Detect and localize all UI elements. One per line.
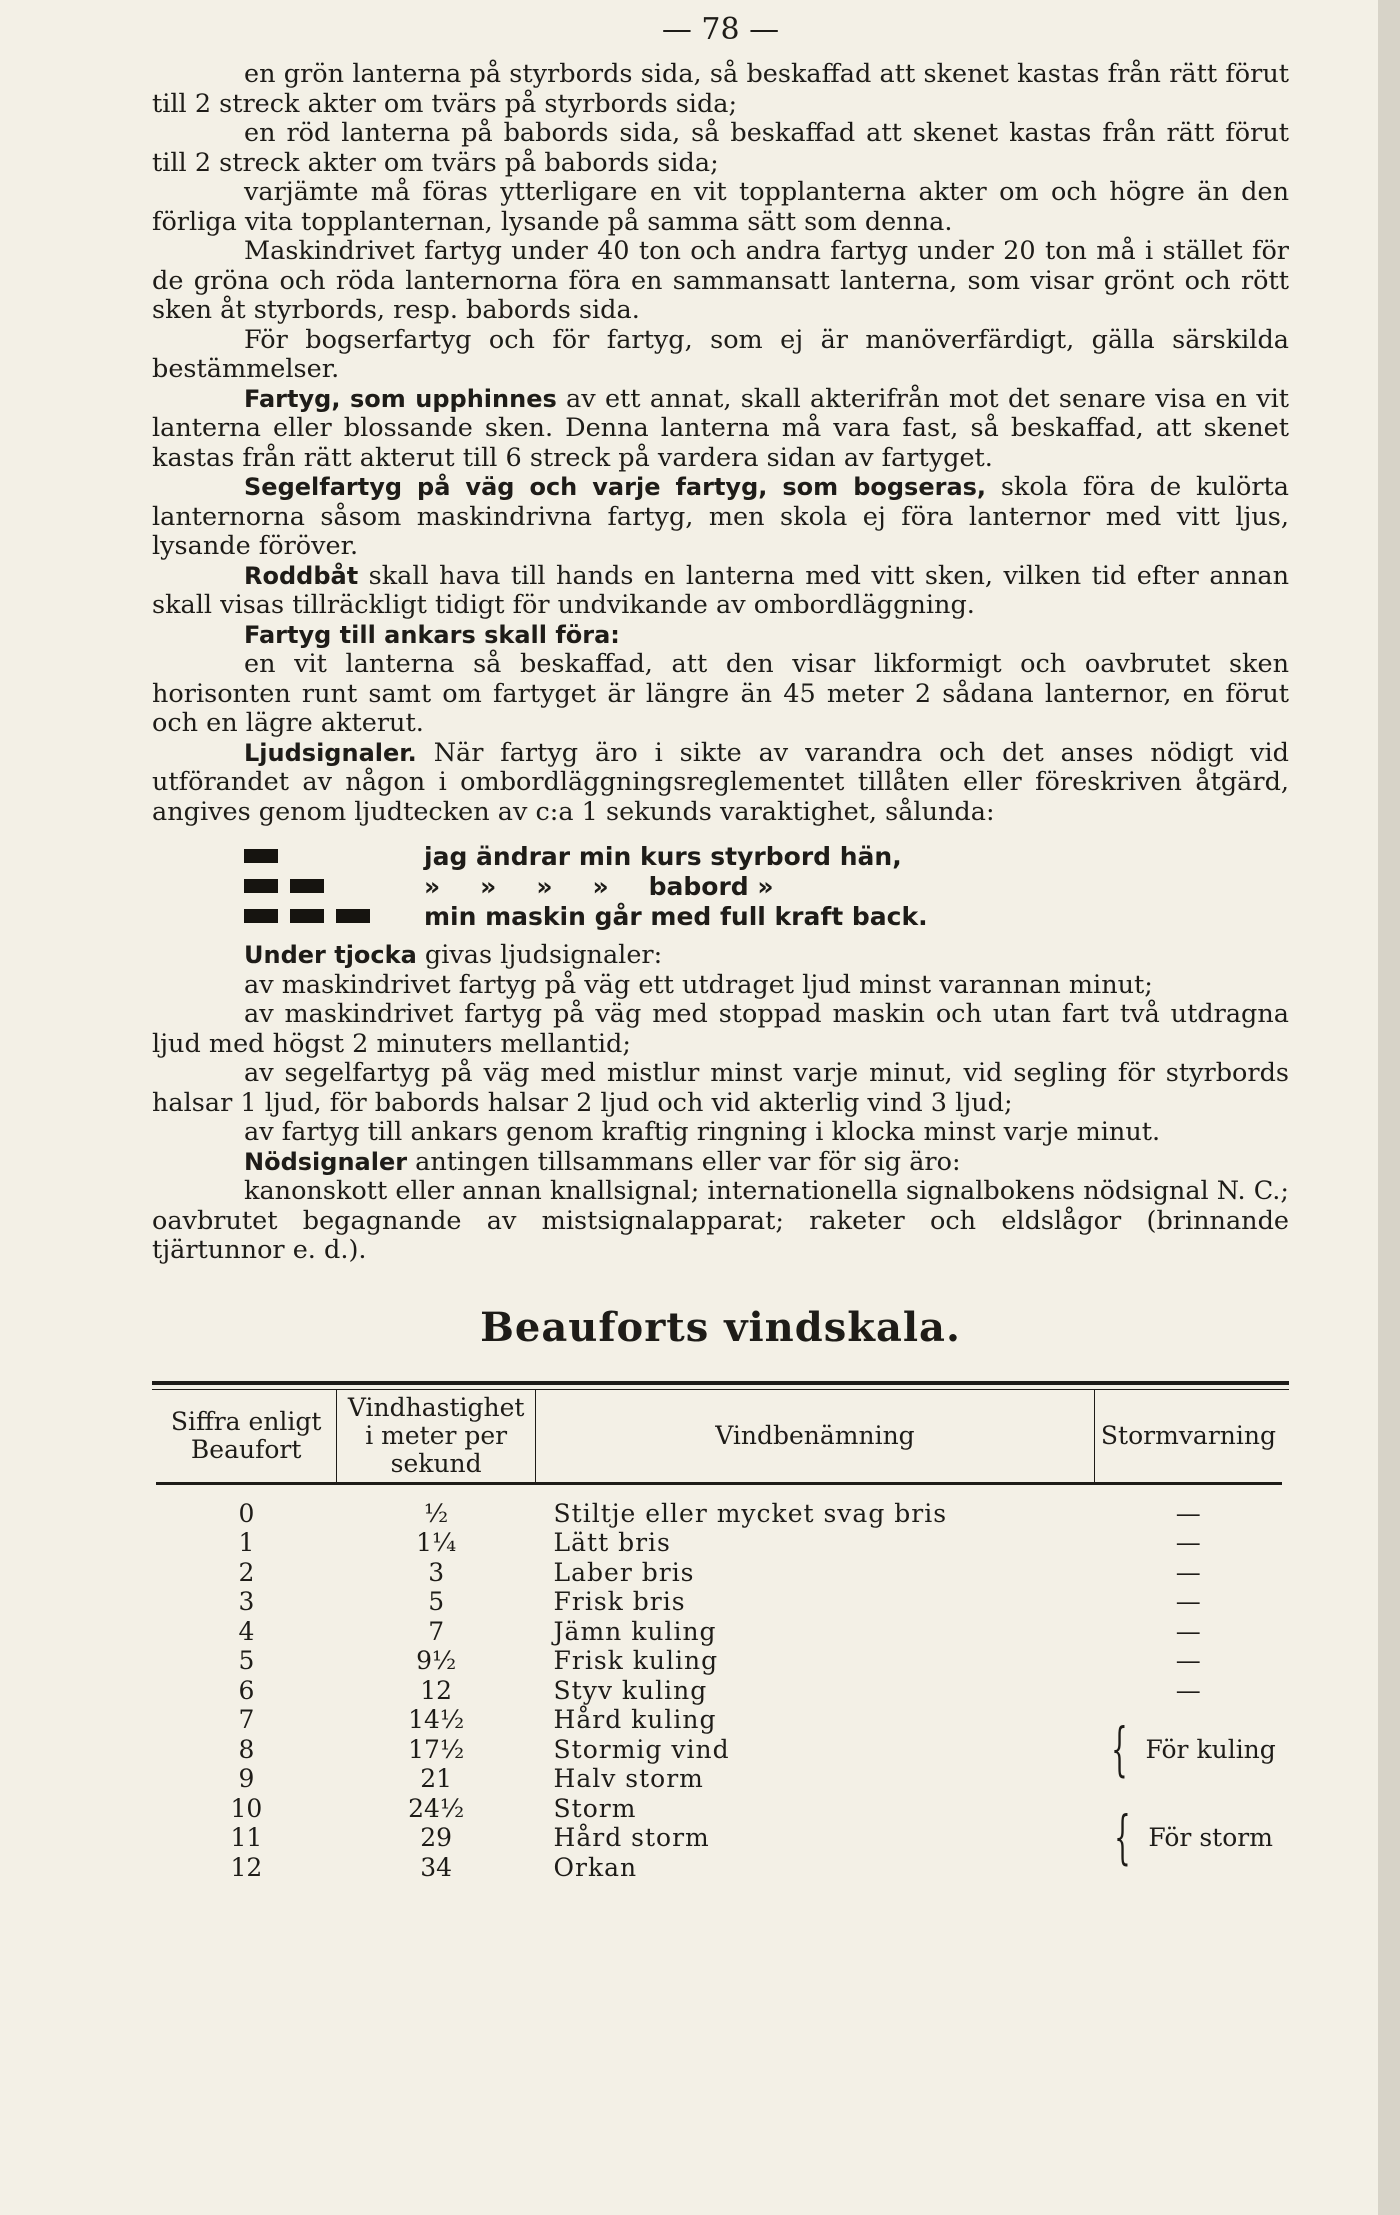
- blast-icon: [244, 849, 278, 863]
- term-distress: Nödsignaler: [244, 1147, 408, 1176]
- header-speed: Vindhastighet i meter per sekund: [337, 1390, 536, 1484]
- term-anchored: Fartyg till ankars skall föra:: [244, 620, 620, 649]
- signal-one-blast: jag ändrar min kurs styrbord hän,: [244, 841, 1289, 871]
- table-row: 1 1¼ Lätt bris —: [238, 1528, 1201, 1557]
- table-row: 5 9½ Frisk kuling —: [238, 1646, 1201, 1675]
- paragraph-sailing-vessels: Segelfartyg på väg och varje fartyg, som bogseras, skola föra de kulörta lanternorna såsom maskindrivna fartyg, men skola ej föra lanternor med vitt ljus, lysande föröver.: [152, 472, 1289, 561]
- sound-signal-list: [244, 841, 1289, 931]
- header-name: Vindbenämning: [536, 1390, 1095, 1484]
- paragraph-green-light: en grön lanterna på styrbords sida, så beskaffad att skenet kastas från rätt förut till 2 streck akter om tvärs på styrbords sida;: [152, 59, 1289, 119]
- paragraph-fog-heading: Under tjocka givas ljudsignaler:: [244, 940, 663, 970]
- blast-icon: [244, 909, 278, 923]
- table-row: 0 ½ Stiltje eller mycket svag bris —: [238, 1498, 1201, 1528]
- paragraph-red-light: en röd lanterna på babords sida, så beskaffad att skenet kastas från rätt förut till 2 streck akter om tvärs på babords sida;: [152, 118, 1289, 178]
- table-header-row: [156, 1390, 1282, 1484]
- paragraph-tugs: För bogserfartyg och för fartyg, som ej är manöverfärdigt, gälla särskilda bestämmelser.: [152, 324, 1289, 384]
- paragraph-stern-top-light: varjämte må föras ytterligare en vit topplanterna akter om och högre än den förliga vita topplanternan, lysande på samma sätt som denna.: [152, 177, 1289, 237]
- term-sailing: Segelfartyg på väg och varje fartyg, som bogseras,: [244, 473, 987, 501]
- table-row: 6 12 Styv kuling —: [238, 1675, 1201, 1705]
- paragraph-distress-heading: Nödsignaler antingen tillsammans eller var för sig äro:: [244, 1146, 961, 1177]
- page-edge: [1378, 0, 1400, 2215]
- table-row: 2 3 Laber bris —: [238, 1557, 1201, 1587]
- paragraph-overtaken: Fartyg, som upphinnes av ett annat, skall akterifrån mot det senare visa en vit lanterna eller blossande sken. Denna lanterna må vara fast, så beskaffad, att skenet kastas från rätt akterut till 6 streck på vardera sidan av fartyget.: [152, 383, 1290, 473]
- paragraph-sound-signals: Ljudsignaler. När fartyg äro i sikte av varandra och det anses nödigt vid utförandet av någon i ombordläggningsreglementet tillåten eller föreskriven åtgärd, angives genom ljudtecken av c:a 1 sekunds varaktighet, sålunda:: [152, 737, 1289, 827]
- blast-icon: [244, 879, 278, 893]
- term-sound-signals: Ljudsignaler.: [244, 738, 417, 767]
- table-body: [156, 1499, 1282, 1883]
- warning-group-kuling: { För kuling: [1110, 1714, 1276, 1783]
- fog-item: av segelfartyg på väg med mistlur minst varje minut, vid segling för styrbords halsar 1 ljud, för babords halsar 2 ljud och vid akterlig vind 3 ljud;: [152, 1058, 1289, 1118]
- warning-group-storm: { För storm: [1113, 1803, 1273, 1872]
- paragraph-small-vessels: Maskindrivet fartyg under 40 ton och andra fartyg under 20 ton må i stället för de gröna och röda lanternorna föra en sammansatt lanterna, som visar grönt och rött sken åt styrbords, resp. babords sida.: [152, 236, 1289, 325]
- header-warning: Stormvarning: [1100, 1420, 1276, 1450]
- table-row: 11 29 Hård storm: [230, 1823, 710, 1852]
- blast-icon: [290, 909, 324, 923]
- scale-title: Beauforts vindskala.: [480, 1303, 961, 1351]
- paragraph-distress-signals: kanonskott eller annan knallsignal; internationella signalbokens nödsignal N. C.; oavbrutet begagnande av mistsignalapparat; raketer och eldslågor (brinnande tjärtunnor e. d.).: [152, 1176, 1289, 1265]
- paragraph-rowing-boat: Roddbåt skall hava till hands en lanterna med vitt sken, vilken tid efter annan skall visas tillräckligt tidigt för undvikande av ombordläggning.: [152, 560, 1289, 620]
- signal-three-blasts: min maskin går med full kraft back.: [244, 901, 1289, 931]
- fog-item: av maskindrivet fartyg på väg ett utdraget ljud minst varannan minut;: [244, 969, 1153, 1000]
- beaufort-table: [156, 1390, 1282, 1883]
- table-row: 8 17½ Stormig vind: [238, 1734, 730, 1764]
- term-overtaken: Fartyg, som upphinnes: [244, 384, 557, 413]
- page-number: — 78 —: [661, 12, 780, 47]
- table-row: 9 21 Halv storm: [238, 1764, 704, 1793]
- document-page: [152, 6, 1289, 1882]
- blast-icon: [336, 909, 370, 923]
- table-row: 4 7 Jämn kuling —: [238, 1616, 1201, 1646]
- table-top-rule: [152, 1381, 1289, 1390]
- header-beaufort: Siffra enligt Beaufort: [156, 1390, 337, 1484]
- table-row: 12 34 Orkan: [230, 1852, 638, 1882]
- paragraph-anchor-light: en vit lanterna så beskaffad, att den visar likformigt och oavbrutet sken horisonten runt samt om fartyget är längre än 45 meter 2 sådana lanternor, en förut och en lägre akterut.: [152, 649, 1289, 738]
- term-rowing-boat: Roddbåt: [244, 561, 359, 590]
- fog-item: av fartyg till ankars genom kraftig ringning i klocka minst varje minut.: [244, 1117, 1161, 1147]
- term-fog: Under tjocka: [244, 941, 417, 969]
- paragraph-anchored: [152, 621, 1289, 651]
- table-row: 10 24½ Storm { För storm: [156, 1794, 1282, 1824]
- table-row: 3 5 Frisk bris —: [238, 1587, 1201, 1616]
- signal-two-blasts: » » » » babord »: [244, 871, 1289, 901]
- blast-icon: [290, 879, 324, 893]
- table-row: 7 14½ Hård kuling { För kuling: [156, 1705, 1282, 1735]
- fog-item: av maskindrivet fartyg på väg med stoppad maskin och utan fart två utdragna ljud med högst 2 minuters mellantid;: [152, 999, 1289, 1059]
